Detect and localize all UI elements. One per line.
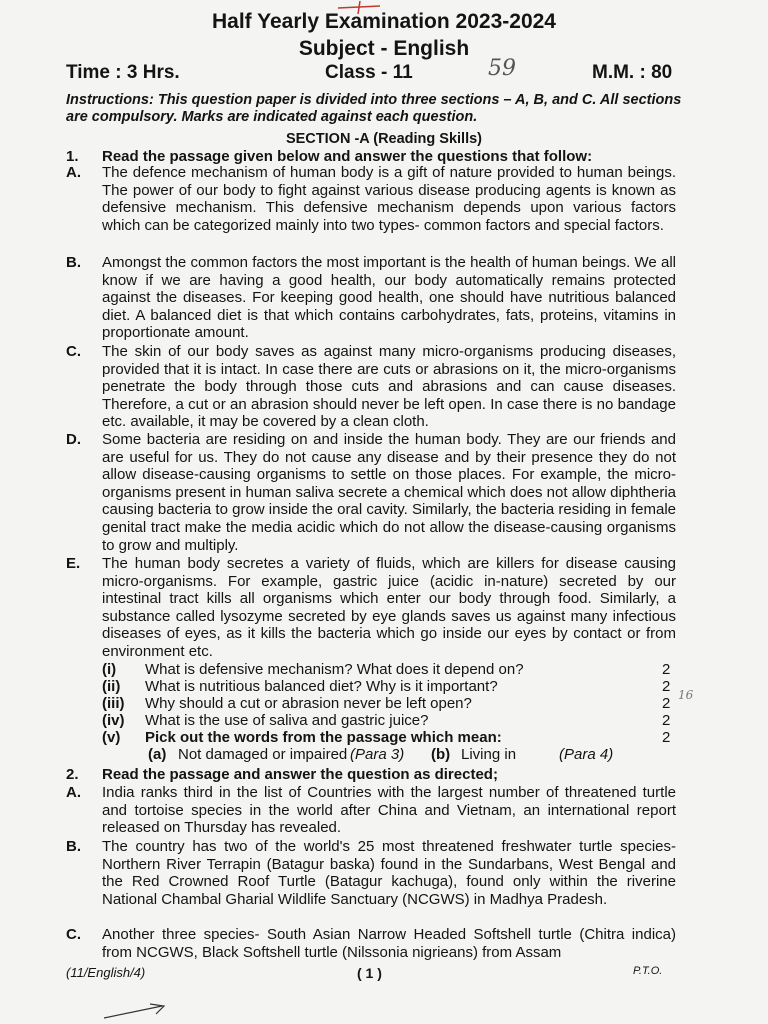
word-b-ref: (Para 4) <box>559 746 614 763</box>
q1-para-b-label: B. <box>66 254 81 271</box>
q1-para-e: The human body secretes a variety of fluids, which are killers for disease causing micro-organisms. For example, gastric juice (acidic in-nature) secreted by our intestinal tract kills all organisms which enter our body through food. Similarly, a substance called lysozyme secreted by eye glands saves us against many infectious diseases of eyes, as it kills the bacteria which go inside our eyes by contact or from environment etc. <box>102 555 676 660</box>
instructions: Instructions: This question paper is divided into three sections – A, B, and C. All sections are compulsory. Marks are indicated against each question. <box>66 92 682 125</box>
q2-para-b-label: B. <box>66 838 81 855</box>
subq-iv-marks: 2 <box>662 712 671 729</box>
q2-para-c: Another three species- South Asian Narrow Headed Softshell turtle (Chitra indica) from NCGWS, Black Softshell turtle (Nilssonia nigrieans) from Assam <box>102 926 676 961</box>
q1-para-a-label: A. <box>66 164 81 181</box>
footer-code: (11/English/4) <box>66 965 146 980</box>
pen-stroke-icon <box>100 1000 170 1022</box>
time-label: Time : 3 Hrs. <box>66 62 180 83</box>
subq-iii-text: Why should a cut or abrasion never be left open? <box>145 695 472 712</box>
footer-page-number: ( 1 ) <box>357 965 382 981</box>
section-a-heading: SECTION -A (Reading Skills) <box>285 131 483 147</box>
q2-para-c-label: C. <box>66 926 81 943</box>
subq-iv-label: (iv) <box>102 712 125 729</box>
q2-para-a: India ranks third in the list of Countries with the largest number of threatened turtle and tortoise species in the world after China and Vietnam, an international report released on Thursday has revealed. <box>102 784 676 837</box>
q1-para-e-label: E. <box>66 555 81 572</box>
word-a-text: Not damaged or impaired <box>178 746 348 763</box>
subq-ii-marks: 2 <box>662 678 671 695</box>
q2-para-a-label: A. <box>66 784 81 801</box>
subq-i-text: What is defensive mechanism? What does it depend on? <box>145 661 524 678</box>
subject-line: Subject - English <box>298 37 470 60</box>
q1-para-d: Some bacteria are residing on and inside the human body. They are our friends and are useful for us. They do not cause any disease and by their presence they do not allow disease-causing organisms to settle on those places. For example, the micro-organisms present in human saliva secrete a chemical which does not allow diphtheria causing bacteria to grow inside the oral cavity. Similarly, the bacteria residing in female genital tract make the media acidic which do not allow the disease-causing organisms to grow and multiply. <box>102 431 676 554</box>
subq-ii-text: What is nutritious balanced diet? Why is it important? <box>145 678 498 695</box>
subq-v-text: Pick out the words from the passage which mean: <box>145 729 502 746</box>
subq-ii-label: (ii) <box>102 678 121 695</box>
q2-para-b: The country has two of the world's 25 most threatened freshwater turtle species- Northern River Terrapin (Batagur baska) found in the Sundarbans, West Bengal and the Red Crowned Roof Turtle (Batagur kachuga), found only within the riverine National Chambal Gharial Wildlife Sanctuary (NCGWS) in Madhya Pradesh. <box>102 838 676 908</box>
max-marks-label: M.M. : 80 <box>592 62 673 83</box>
subq-v-label: (v) <box>102 729 121 746</box>
subq-i-marks: 2 <box>662 661 671 678</box>
q1-para-a: The defence mechanism of human body is a gift of nature provided to human beings. The power of our body to fight against various disease producing agents is known as defensive mechanism. This defensive mechanism depends upon various factors which can be categorized mainly into two types- common factors and special factors. <box>102 164 676 234</box>
exam-title: Half Yearly Examination 2023-2024 <box>212 10 556 33</box>
subq-iii-label: (iii) <box>102 695 125 712</box>
q1-para-d-label: D. <box>66 431 81 448</box>
subq-v-marks: 2 <box>662 729 671 746</box>
q2-prompt: Read the passage and answer the question as directed; <box>102 766 498 783</box>
q1-prompt: Read the passage given below and answer the questions that follow: <box>102 148 593 165</box>
q1-number: 1. <box>66 148 79 165</box>
class-label: Class - 11 <box>325 62 413 83</box>
handwritten-margin-note: 16 <box>678 688 694 702</box>
q2-number: 2. <box>66 766 79 783</box>
word-a-ref: (Para 3) <box>350 746 405 763</box>
subq-iii-marks: 2 <box>662 695 671 712</box>
subq-iv-text: What is the use of saliva and gastric juice? <box>145 712 429 729</box>
q1-para-c-label: C. <box>66 343 81 360</box>
word-b-label: (b) <box>431 746 451 763</box>
q1-para-c: The skin of our body saves as against many micro-organisms producing diseases, provided that it is intact. In case there are cuts or abrasions on it, the micro-organisms penetrate the body through those cuts and abrasions and can cause diseases. Therefore, a cut or an abrasion should never be left open. In case there is no bandage etc. available, it may be covered by a clean cloth. <box>102 343 676 431</box>
word-a-label: (a) <box>148 746 167 763</box>
q1-para-b: Amongst the common factors the most important is the health of human beings. We all know if we are having a good health, our body automatically remains protected against the diseases. For keeping good health, one should have nutritious balanced diet. A balanced diet is that which contains carbohydrates, fats, proteins, vitamins in proportionate amount. <box>102 254 676 342</box>
handwritten-score: 59 <box>488 56 516 81</box>
footer-pto: P.T.O. <box>633 965 663 977</box>
word-b-text: Living in <box>461 746 517 763</box>
subq-i-label: (i) <box>102 661 117 678</box>
